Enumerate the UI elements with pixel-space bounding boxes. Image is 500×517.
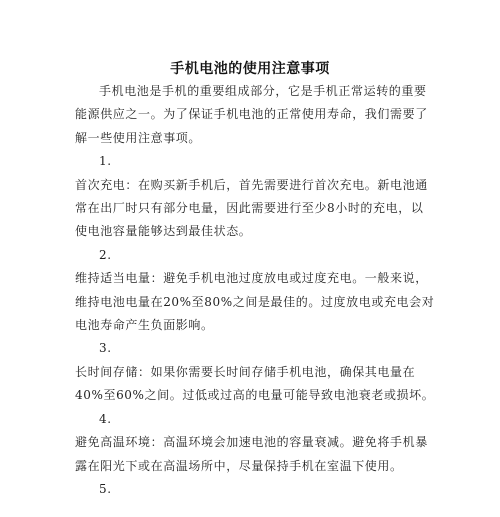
section-4-number: 4. bbox=[99, 411, 112, 426]
section-2-number: 2. bbox=[99, 247, 112, 262]
section-1-number: 1. bbox=[99, 154, 112, 169]
section-1-text: 首次充电：在购买新手机后，首先需要进行首次充电。新电池通常在出厂时只有部分电量，因此需要进行至少8小时的充电，以使电池容量能够达到最佳状态。 bbox=[75, 177, 428, 239]
section-4-text: 避免高温环境：高温环境会加速电池的容量衰减。避免将手机暴露在阳光下或在高温场所中，尽量保持手机在室温下使用。 bbox=[75, 435, 428, 473]
intro-paragraph: 手机电池是手机的重要组成部分，它是手机正常运转的重要能源供应之一。为了保证手机电池的正常使用寿命，我们需要了解一些使用注意事项。 bbox=[75, 84, 428, 145]
section-3-number: 3. bbox=[99, 341, 112, 356]
section-2-text: 维持适当电量：避免手机电池过度放电或过度充电。一般来说，维持电池电量在20%至80%之间是最佳的。过度放电或充电会对电池寿命产生负面影响。 bbox=[75, 271, 435, 333]
document-title: 手机电池的使用注意事项 bbox=[170, 61, 330, 77]
document-body bbox=[75, 80, 435, 501]
section-3-text: 长时间存储：如果你需要长时间存储手机电池，确保其电量在40%至60%之间。过低或过高的电量可能导致电池衰老或损坏。 bbox=[75, 364, 435, 403]
section-5-number: 5. bbox=[99, 481, 112, 496]
